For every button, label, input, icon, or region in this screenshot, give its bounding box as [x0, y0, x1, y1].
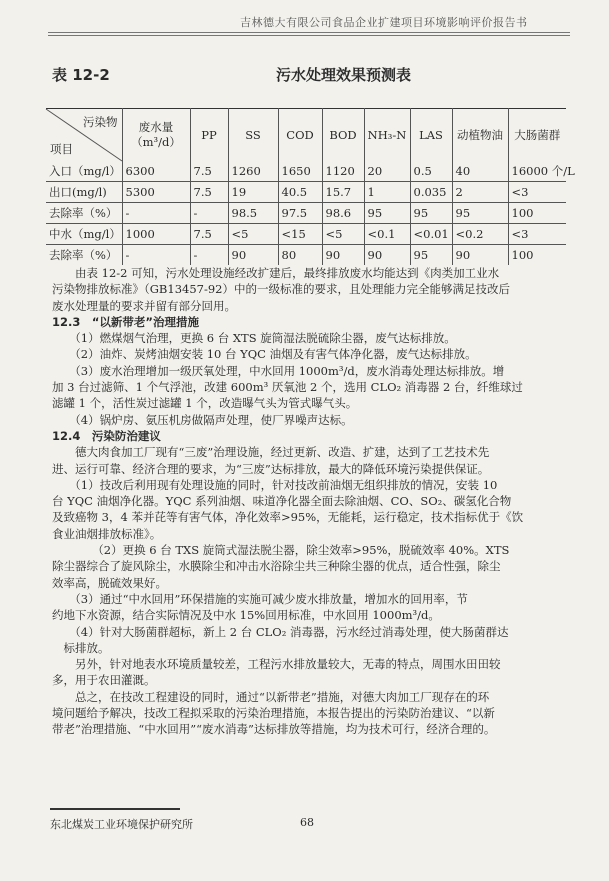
- table-cell: 0.5: [410, 161, 452, 182]
- table-cell: 40.5: [278, 182, 322, 203]
- table-cell: <3: [508, 182, 566, 203]
- section-heading: 12.4 污染防治建议: [52, 428, 161, 443]
- table-cell: 95: [410, 203, 452, 224]
- table-cell: -: [122, 203, 190, 224]
- table-row: [46, 203, 566, 224]
- text-line: 总之，在技改工程建设的同时，通过“以新带老”措施，对德大肉加工厂现存在的环: [52, 689, 490, 704]
- table-cell: 40: [452, 161, 508, 182]
- column-header: COD: [278, 109, 322, 162]
- table-cell: 6300: [122, 161, 190, 182]
- table-cell: 90: [452, 245, 508, 266]
- table-cell: <15: [278, 224, 322, 245]
- row-label: 去除率（%）: [46, 245, 122, 266]
- text-line: 境问题给予解决，技改工程拟采取的污染治理措施，本报告提出的污染防治建议、“以新: [52, 706, 495, 721]
- text-line: 进、运行可靠、经济合理的要求，为“三废”达标排放，最大的降低环境污染提供保证。: [52, 461, 490, 476]
- table-cell: 90: [364, 245, 410, 266]
- text-line: （4）锅炉房、氨压机房做隔声处理，使厂界噪声达标。: [52, 412, 353, 427]
- row-label: 去除率（%）: [46, 203, 122, 224]
- text-line: 台 YQC 油烟净化器。YQC 系列油烟、味道净化器全面去除油烟、CO、SO₂、碳氢化合物: [52, 494, 512, 509]
- text-line: （3）废水治理增加一级厌氧处理，中水回用 1000m³/d，废水消毒处理达标排放。增: [52, 363, 505, 378]
- table-cell: <3: [508, 224, 566, 245]
- text-line: 废水处理量的要求并留有部分回用。: [52, 298, 236, 313]
- table-cell: 100: [511, 248, 534, 262]
- column-header: BOD: [322, 109, 364, 162]
- column-header: NH₃-N: [364, 109, 410, 162]
- text-line: （2）油炸、炭烤油烟安装 10 台 YQC 油烟及有害气体净化器，废气达标排放。: [52, 347, 477, 362]
- table-cell: 20: [364, 161, 410, 182]
- text-line: 多，用于农田灌溉。: [52, 673, 156, 688]
- table-cell: 16000 个/L: [508, 161, 566, 182]
- table-cell: 7.5: [190, 182, 228, 203]
- table-cell: 1260: [228, 161, 278, 182]
- table-cell: 95: [452, 203, 508, 224]
- table-cell: 1000: [122, 224, 190, 245]
- text-line: 另外，针对地表水环境质量较差，工程污水排放量较大，无毒的特点，周围水田田较: [52, 657, 501, 672]
- table-cell: 19: [228, 182, 278, 203]
- column-header: SS: [228, 109, 278, 162]
- row-label: 出口(mg/l): [46, 182, 122, 203]
- text-line: 加 3 台过滤筛、1 个气浮池，改建 600m³ 厌氧池 2 个，选用 CLO₂ 消毒器 2 台，纤维球过: [52, 380, 523, 395]
- table-row: [46, 245, 566, 266]
- text-line: 食业油烟排放标准》。: [52, 526, 162, 541]
- running-header: 吉林德大有限公司食品企业扩建项目环境影响评价报告书: [240, 16, 528, 29]
- table-cell: 1: [364, 182, 410, 203]
- row-label: 入口（mg/l）: [46, 161, 122, 182]
- text-line: （3）通过“中水回用”环保措施的实施可减少废水排放量，增加水的回用率，节: [52, 591, 468, 606]
- corner-top-label: 污染物: [83, 115, 118, 129]
- column-header: LAS: [410, 109, 452, 162]
- table-cell: 100: [508, 203, 566, 224]
- table-cell: 98.6: [322, 203, 364, 224]
- table-cell: 15.7: [322, 182, 364, 203]
- table-cell: 1120: [322, 161, 364, 182]
- text-line: 带老”治理措施、“中水回用”“废水消毒”达标排放等措施，均为技术可行，经济合理的。: [52, 722, 496, 737]
- text-line: （2）更换 6 台 TXS 旋筒式湿法脱尘器，除尘效率>95%，脱硫效率 40%。XTS: [52, 543, 510, 558]
- table-cell: <0.1: [364, 224, 410, 245]
- table-cell: 95: [364, 203, 410, 224]
- effluent-table: [46, 108, 575, 265]
- text-line: （1）技改后利用现有处理设施的同时，针对技改前油烟无组织排放的情况，安装 10: [52, 477, 498, 492]
- table-row: [46, 224, 566, 245]
- table-cell: 95: [410, 245, 452, 266]
- table-cell: 90: [228, 245, 278, 266]
- column-header: 大肠菌群: [508, 109, 566, 162]
- table-cell: 80: [278, 245, 322, 266]
- row-label: 中水（mg/l）: [46, 224, 122, 245]
- table-cell: <5: [228, 224, 278, 245]
- header-rule: [48, 35, 570, 36]
- table-cell: <5: [322, 224, 364, 245]
- table-cell: 0.035: [410, 182, 452, 203]
- table-row: [46, 161, 566, 182]
- text-line: 由表 12-2 可知，污水处理设施经改扩建后，最终排放废水均能达到《肉类加工业水: [52, 266, 500, 280]
- table-cell: 7.5: [190, 224, 228, 245]
- footer-organization: 东北煤炭工业环境保护研究所: [50, 818, 193, 831]
- table-cell: 2: [452, 182, 508, 203]
- table-cell: -: [190, 245, 228, 266]
- corner-cell: [46, 109, 122, 162]
- text-line: 约地下水资源，结合实际情况及中水 15%回用标准，中水回用 1000m³/d。: [52, 608, 440, 623]
- table-number: 表 12-2: [52, 66, 110, 84]
- table-cell: 7.5: [190, 161, 228, 182]
- text-line: 除尘器综合了旋风除尘，水膜除尘和冲击水浴除尘共三种除尘器的优点，适合性强，除尘: [52, 559, 501, 574]
- table-cell: 5300: [122, 182, 190, 203]
- text-line: 滤罐 1 个，活性炭过滤罐 1 个，改造曝气头为管式曝气头。: [52, 396, 358, 411]
- table-cell: <0.2: [452, 224, 508, 245]
- text-line: 标排放。: [52, 640, 110, 655]
- header-rule: [48, 32, 570, 33]
- table-cell: -: [190, 203, 228, 224]
- column-header: 废水量 （m³/d）: [122, 109, 190, 162]
- page-number: 68: [300, 816, 314, 829]
- section-heading: 12.3 “以新带老”治理措施: [52, 314, 199, 329]
- text-line: 效率高，脱硫效果好。: [52, 575, 167, 590]
- table-cell: 97.5: [278, 203, 322, 224]
- table-title: 污水处理效果预测表: [276, 66, 412, 84]
- table-cell: 1650: [278, 161, 322, 182]
- table-header-row: [46, 109, 566, 162]
- corner-bottom-label: 项目: [50, 142, 73, 156]
- text-line: 德大肉食加工厂现有“三废”治理设施，经过更新、改造、扩建，达到了工艺技术先: [52, 445, 490, 460]
- table-row: [46, 182, 566, 203]
- text-line: （4）针对大肠菌群超标，新上 2 台 CLO₂ 消毒器，污水经过消毒处理，使大肠菌群达: [52, 624, 509, 639]
- table-cell: <0.01: [410, 224, 452, 245]
- table-cell: 98.5: [228, 203, 278, 224]
- text-line: 污染物排放标准》（GB13457-92）中的一级标准的要求，且处理能力完全能够满足技改后: [52, 282, 510, 297]
- body-text: [52, 265, 560, 738]
- text-line: （1）燃煤烟气治理，更换 6 台 XTS 旋筒湿法脱硫除尘器，废气达标排放。: [52, 331, 456, 346]
- column-header: PP: [190, 109, 228, 162]
- table-cell: -: [122, 245, 190, 266]
- footer-rule: [50, 808, 180, 810]
- table-body: [46, 161, 575, 265]
- table-cell: 90: [322, 245, 364, 266]
- column-header: 动植物油: [452, 109, 508, 162]
- text-line: 及致癌物 3，4 苯并芘等有害气体，净化效率>95%，无能耗，运行稳定，技术指标优于《饮: [52, 510, 524, 525]
